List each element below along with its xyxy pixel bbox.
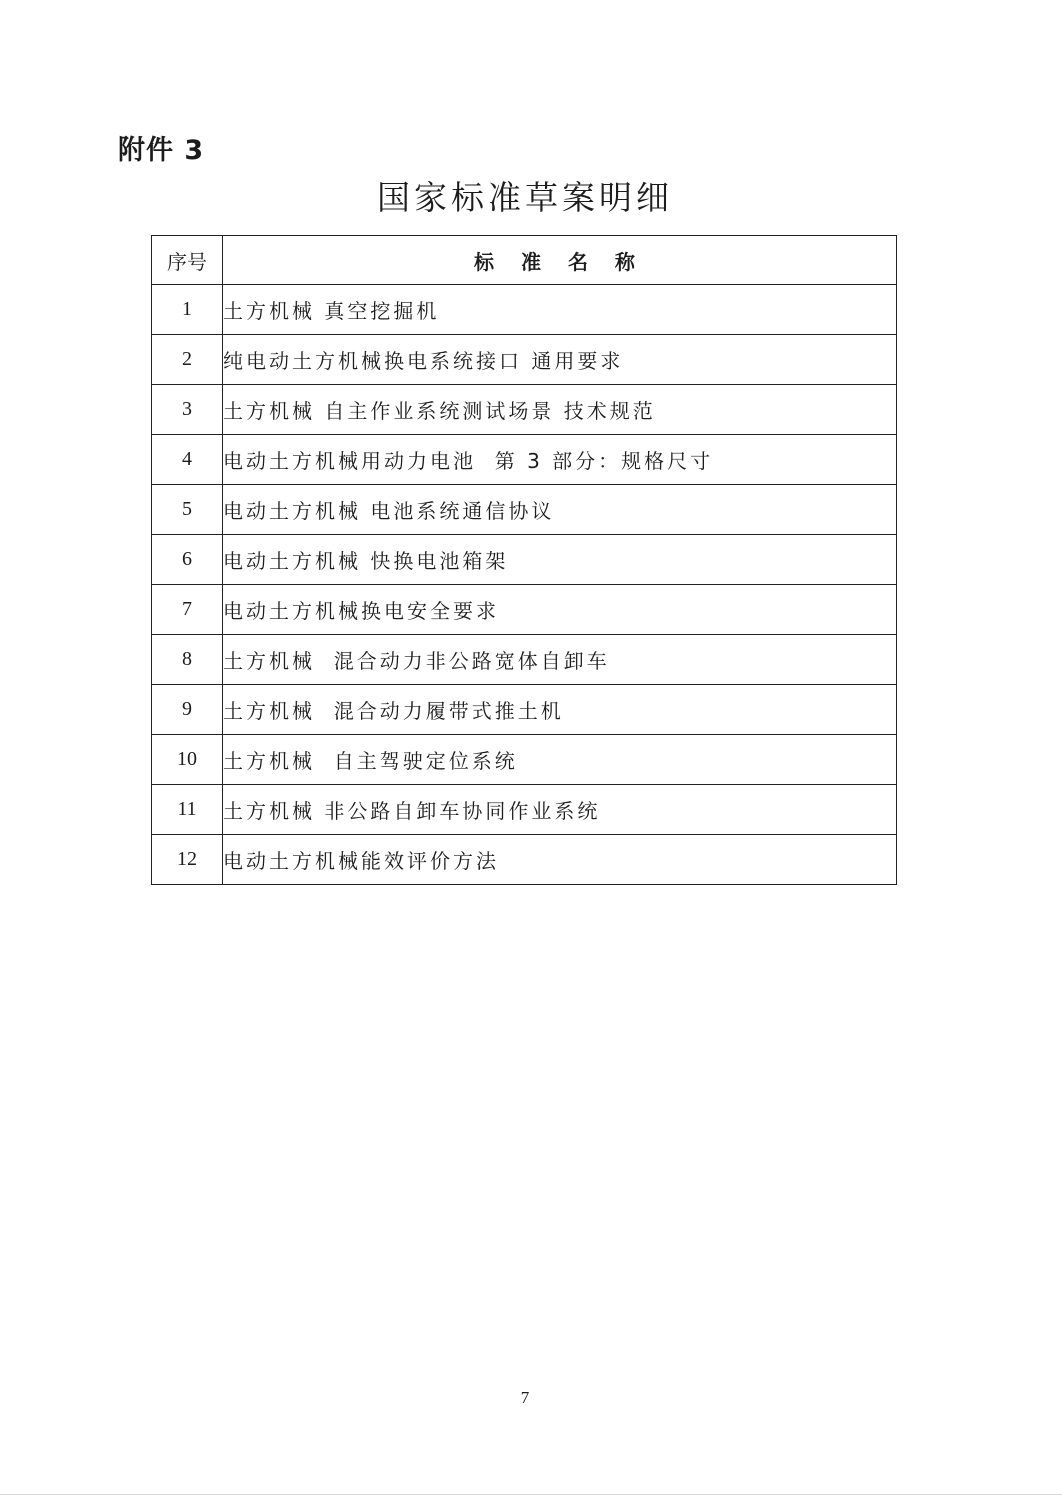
- table-row: [152, 735, 897, 785]
- table-row: [152, 485, 897, 535]
- standard-name: 电动土方机械 快换电池箱架: [223, 535, 897, 585]
- table-row: [152, 285, 897, 335]
- table-row: [152, 435, 897, 485]
- table-row: [152, 635, 897, 685]
- row-number: 4: [152, 435, 223, 485]
- table-row: [152, 785, 897, 835]
- header-number: 序号: [152, 236, 223, 285]
- standard-name: 土方机械 混合动力非公路宽体自卸车: [223, 635, 897, 685]
- table-row: [152, 335, 897, 385]
- row-number: 6: [152, 535, 223, 585]
- standards-table: [151, 235, 897, 885]
- table-header-row: [152, 236, 897, 285]
- standard-name: 电动土方机械用动力电池 第 3 部分：规格尺寸: [223, 435, 897, 485]
- standard-name: 土方机械 真空挖掘机: [223, 285, 897, 335]
- table-row: [152, 385, 897, 435]
- page-edge-divider: [0, 1494, 1062, 1495]
- table-row: [152, 835, 897, 885]
- standard-name: 电动土方机械能效评价方法: [223, 835, 897, 885]
- document-title: 国家标准草案明细: [377, 178, 673, 217]
- table-row: [152, 585, 897, 635]
- standard-name: 电动土方机械 电池系统通信协议: [223, 485, 897, 535]
- row-number: 1: [152, 285, 223, 335]
- table-row: [152, 685, 897, 735]
- page-number: 7: [520, 1388, 530, 1407]
- table-row: [152, 535, 897, 585]
- standard-name: 纯电动土方机械换电系统接口 通用要求: [223, 335, 897, 385]
- standard-name: 土方机械 混合动力履带式推土机: [223, 685, 897, 735]
- attachment-label: 附件 3: [118, 135, 205, 166]
- row-number: 9: [152, 685, 223, 735]
- header-standard-name: 标 准 名 称: [223, 236, 897, 285]
- row-number: 5: [152, 485, 223, 535]
- standard-name: 土方机械 自主驾驶定位系统: [223, 735, 897, 785]
- row-number: 8: [152, 635, 223, 685]
- standard-name: 电动土方机械换电安全要求: [223, 585, 897, 635]
- standard-name: 土方机械 非公路自卸车协同作业系统: [223, 785, 897, 835]
- standard-name: 土方机械 自主作业系统测试场景 技术规范: [223, 385, 897, 435]
- row-number: 10: [152, 735, 223, 785]
- row-number: 3: [152, 385, 223, 435]
- row-number: 11: [152, 785, 223, 835]
- row-number: 12: [152, 835, 223, 885]
- row-number: 7: [152, 585, 223, 635]
- row-number: 2: [152, 335, 223, 385]
